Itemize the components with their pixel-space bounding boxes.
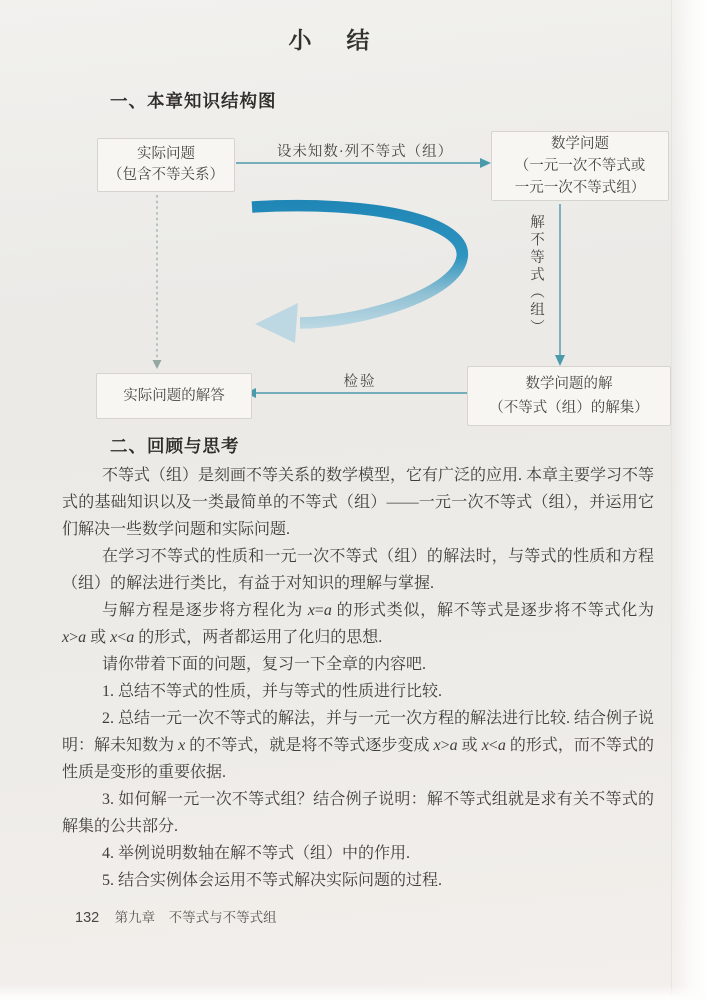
box-line: 数学问题	[551, 136, 609, 152]
math-variable: x	[62, 629, 70, 646]
arrow-label-check: 检验	[343, 374, 377, 390]
section1-heading: 一、本章知识结构图	[110, 91, 277, 111]
chapter-title: 第九章 不等式与不等式组	[114, 910, 277, 925]
box-line: 数学问题的解	[525, 376, 613, 392]
paragraph-analogy	[62, 543, 654, 597]
review-item-2	[62, 705, 654, 786]
text-run: 或	[457, 737, 482, 754]
arrow-label-set-unknowns: 设未知数·列不等式（组）	[276, 144, 454, 160]
text-run: 1. 总结不等式的性质，并与等式的性质进行比较.	[102, 683, 443, 700]
box-line: （包含不等关系）	[108, 167, 224, 183]
diagram-box-math-solution	[467, 366, 671, 426]
review-item-4	[62, 840, 654, 867]
paragraph-prompt	[62, 651, 654, 678]
text-run: 的形式，而不等式的性质是变形的重要依据.	[62, 737, 654, 781]
review-text-block	[62, 462, 654, 894]
math-variable: x	[481, 737, 489, 754]
text-run: 4. 举例说明数轴在解不等式（组）中的作用.	[102, 845, 411, 862]
swoosh-arrow-head-icon	[255, 303, 298, 343]
box-line: 一元一次不等式组）	[514, 180, 646, 196]
page-title: 小 结	[288, 28, 376, 53]
text-run: 5. 结合实例体会运用不等式解决实际问题的过程.	[102, 872, 443, 889]
math-variable: a	[497, 737, 506, 754]
math-variable: a	[449, 737, 458, 754]
text-run: 3. 如何解一元一次不等式组？结合例子说明：解不等式组就是求有关不等式的解集的公共部分.	[62, 791, 654, 835]
page-edge-right	[671, 0, 707, 1000]
text-run: <	[488, 737, 498, 754]
box-line: （一元一次不等式或	[514, 158, 646, 174]
paragraph-transform	[62, 597, 654, 651]
text-run: 与解方程是逐步将方程化为	[102, 602, 308, 619]
math-variable: a	[323, 602, 332, 619]
page-number: 132	[75, 910, 100, 926]
review-item-5	[62, 867, 654, 894]
diagram-box-actual-answer	[96, 373, 252, 419]
text-run: 的形式类似，解不等式是逐步将不等式化为	[331, 602, 654, 619]
arrow-right-head-icon	[480, 158, 491, 168]
text-run: 的不等式，就是将不等式逐步变成	[185, 737, 434, 754]
text-run: 不等式（组）是刻画不等关系的数学模型，它有广泛的应用. 本章主要学习不等式的基础知识以及一类最简单的不等式（组）——一元一次不等式（组），并运用它们解决一些数学问题和实际问题.	[62, 467, 655, 538]
text-run: >	[69, 629, 79, 646]
text-run: 的形式，两者都运用了化归的思想.	[134, 629, 383, 646]
page-edge-bottom	[0, 985, 707, 1000]
section2-heading: 二、回顾与思考	[110, 436, 240, 456]
text-run: 或	[86, 629, 111, 646]
review-item-1	[62, 678, 654, 705]
diagram-box-math-problem	[491, 131, 669, 201]
arrow-down-head-icon	[555, 355, 565, 366]
page-footer	[75, 906, 277, 926]
review-item-3	[62, 786, 654, 840]
text-run: <	[117, 629, 127, 646]
arrow-label-solve-inequality: 解不等式（组）	[528, 214, 544, 337]
text-run: 请你带着下面的问题，复习一下全章的内容吧.	[102, 656, 427, 673]
box-line: 实际问题的解答	[123, 387, 225, 404]
swoosh-curve-arrow	[252, 206, 462, 323]
math-variable: a	[78, 629, 87, 646]
math-variable: x	[110, 629, 118, 646]
box-line: （不等式（组）的解集）	[489, 400, 649, 416]
paragraph-intro	[62, 462, 654, 543]
diagram-box-actual-problem	[97, 138, 235, 192]
dashed-arrow-head-icon	[153, 360, 162, 369]
math-variable: a	[126, 629, 135, 646]
text-run: 2. 总结一元一次不等式的解法，并与一元一次方程的解法进行比较. 结合例子说明：解未知数为	[62, 710, 655, 754]
math-variable: x	[307, 602, 315, 619]
text-run: =	[314, 602, 324, 619]
text-run: >	[440, 737, 450, 754]
math-variable: x	[433, 737, 441, 754]
text-run: 在学习不等式的性质和一元一次不等式（组）的解法时，与等式的性质和方程（组）的解法进行类比，有益于对知识的理解与掌握.	[62, 548, 654, 592]
math-variable: x	[178, 737, 186, 754]
box-line: 实际问题	[137, 146, 195, 162]
